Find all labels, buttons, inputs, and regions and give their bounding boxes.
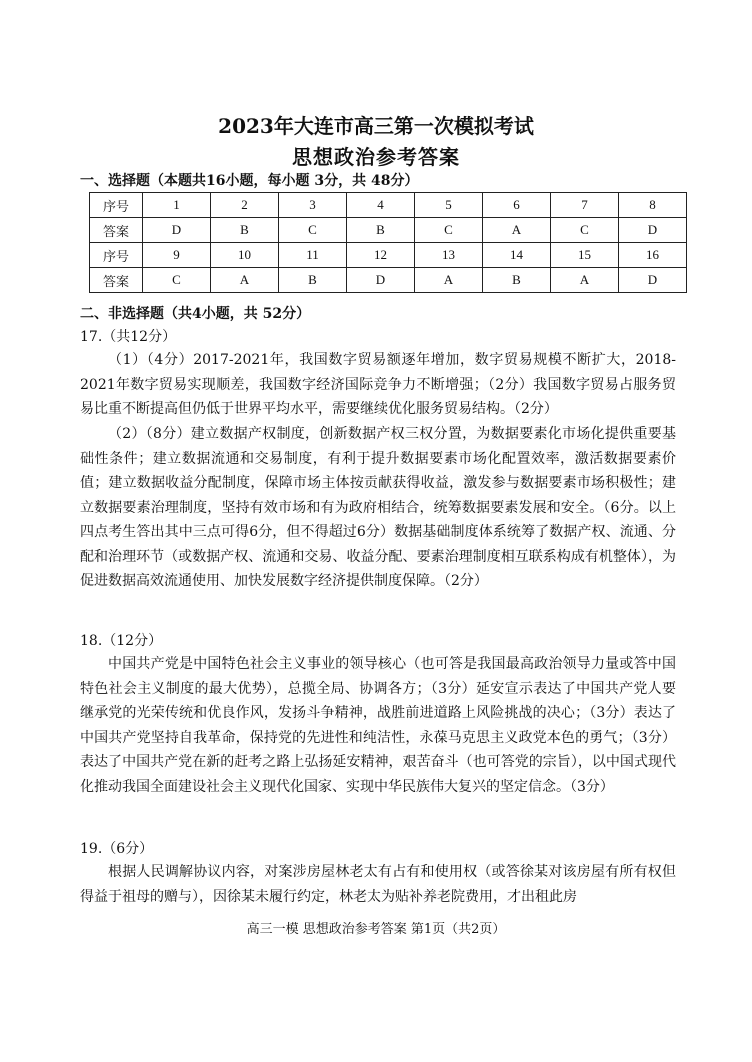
answer-table-row xyxy=(90,193,687,218)
question-17-heading: 17.（共12分） xyxy=(80,329,177,345)
answer-table-cell: 3 xyxy=(279,193,347,218)
answer-table-cell: 11 xyxy=(279,243,347,268)
answer-table-cell: C xyxy=(551,218,619,243)
answer-table-cell: 12 xyxy=(347,243,415,268)
answer-table-cell: B xyxy=(211,218,279,243)
answer-table-cell: 8 xyxy=(619,193,687,218)
section-choice-heading: 一、选择题（本题共16小题，每小题 3分，共 48分） xyxy=(80,173,419,189)
answer-table-row xyxy=(90,218,687,243)
question-17-part1: （1）（4分）2017-2021年，我国数字贸易额逐年增加，数字贸易规模不断扩大，2018-2021年数字贸易实现顺差，我国数字经济国际竞争力不断增强；（2分）我国数字贸易占服务贸易比重不断提高但仍低于世界平均水平，需要继续优化服务贸易结构。（2分） xyxy=(80,352,676,417)
answer-table-row xyxy=(90,243,687,268)
answer-table-cell: A xyxy=(483,218,551,243)
section-essay-heading: 二、非选择题（共4小题，共 52分） xyxy=(80,306,311,322)
answer-table-cell: A xyxy=(211,268,279,293)
answer-table-cell: C xyxy=(279,218,347,243)
answer-table xyxy=(89,192,687,293)
answer-table-cell: 7 xyxy=(551,193,619,218)
answer-table-cell: B xyxy=(347,218,415,243)
answer-table-row-label: 序号 xyxy=(90,193,143,218)
question-19-heading: 19.（6分） xyxy=(80,841,154,857)
answer-table-cell: 13 xyxy=(415,243,483,268)
answer-table-cell: 1 xyxy=(143,193,211,218)
answer-table-cell: 10 xyxy=(211,243,279,268)
question-17-part2: （2）（8分）建立数据产权制度，创新数据产权三权分置，为数据要素化市场化提供重要基础性条件；建立数据流通和交易制度，有利于提升数据要素市场化配置效率，激活数据要素价值；建立数据收益分配制度，保障市场主体按贡献获得收益，激发参与数据要素市场积极性；建立数据要素治理制度，坚持有效市场和有为政府相结合，统筹数据要素发展和安全。（6分。以上四点考生答出其中三点可得6分，但不得超过6分）数据基础制度体系统筹了数据产权、流通、分配和治理环节（或数据产权、流通和交易、收益分配、要素治理制度相互联系构成有机整体），为促进数据高效流通使用、加快发展数字经济提供制度保障。（2分） xyxy=(80,426,676,589)
answer-table-cell: D xyxy=(619,218,687,243)
answer-table-cell: B xyxy=(483,268,551,293)
answer-key-title: 思想政治参考答案 xyxy=(292,145,460,169)
answer-table-cell: 4 xyxy=(347,193,415,218)
answer-table-row-label: 答案 xyxy=(90,218,143,243)
answer-table-row xyxy=(90,268,687,293)
answer-table-cell: B xyxy=(279,268,347,293)
exam-title: 2023年大连市高三第一次模拟考试 xyxy=(218,114,534,138)
answer-table-cell: 6 xyxy=(483,193,551,218)
answer-table-row-label: 答案 xyxy=(90,268,143,293)
answer-table-cell: 14 xyxy=(483,243,551,268)
page-footer: 高三一模 思想政治参考答案 第1页（共2页） xyxy=(246,922,506,937)
answer-table-cell: 15 xyxy=(551,243,619,268)
answer-table-cell: D xyxy=(619,268,687,293)
answer-table-row-label: 序号 xyxy=(90,243,143,268)
answer-table-cell: A xyxy=(415,268,483,293)
answer-table-cell: 2 xyxy=(211,193,279,218)
question-18-heading: 18.（12分） xyxy=(80,633,163,649)
answer-table-cell: 5 xyxy=(415,193,483,218)
question-19-answer: 根据人民调解协议内容，对案涉房屋林老太有占有和使用权（或答徐某对该房屋有所有权但得益于祖母的赠与），因徐某未履行约定，林老太为贴补养老院费用，才出租此房 xyxy=(80,864,676,905)
answer-table-cell: 9 xyxy=(143,243,211,268)
answer-table-cell: D xyxy=(143,218,211,243)
answer-table-cell: C xyxy=(143,268,211,293)
answer-table-cell: 16 xyxy=(619,243,687,268)
answer-table-cell: A xyxy=(551,268,619,293)
answer-table-cell: D xyxy=(347,268,415,293)
question-18-answer: 中国共产党是中国特色社会主义事业的领导核心（也可答是我国最高政治领导力量或答中国特色社会主义制度的最大优势），总揽全局、协调各方；（3分）延安宣示表达了中国共产党人要继承党的光荣传统和优良作风，发扬斗争精神，战胜前进道路上风险挑战的决心；（3分）表达了中国共产党坚持自我革命，保持党的先进性和纯洁性，永葆马克思主义政党本色的勇气；（3分）表达了中国共产党在新的赶考之路上弘扬延安精神，艰苦奋斗（也可答党的宗旨），以中国式现代化推动我国全面建设社会主义现代化国家、实现中华民族伟大复兴的坚定信念。（3分） xyxy=(80,656,676,795)
answer-table-cell: C xyxy=(415,218,483,243)
